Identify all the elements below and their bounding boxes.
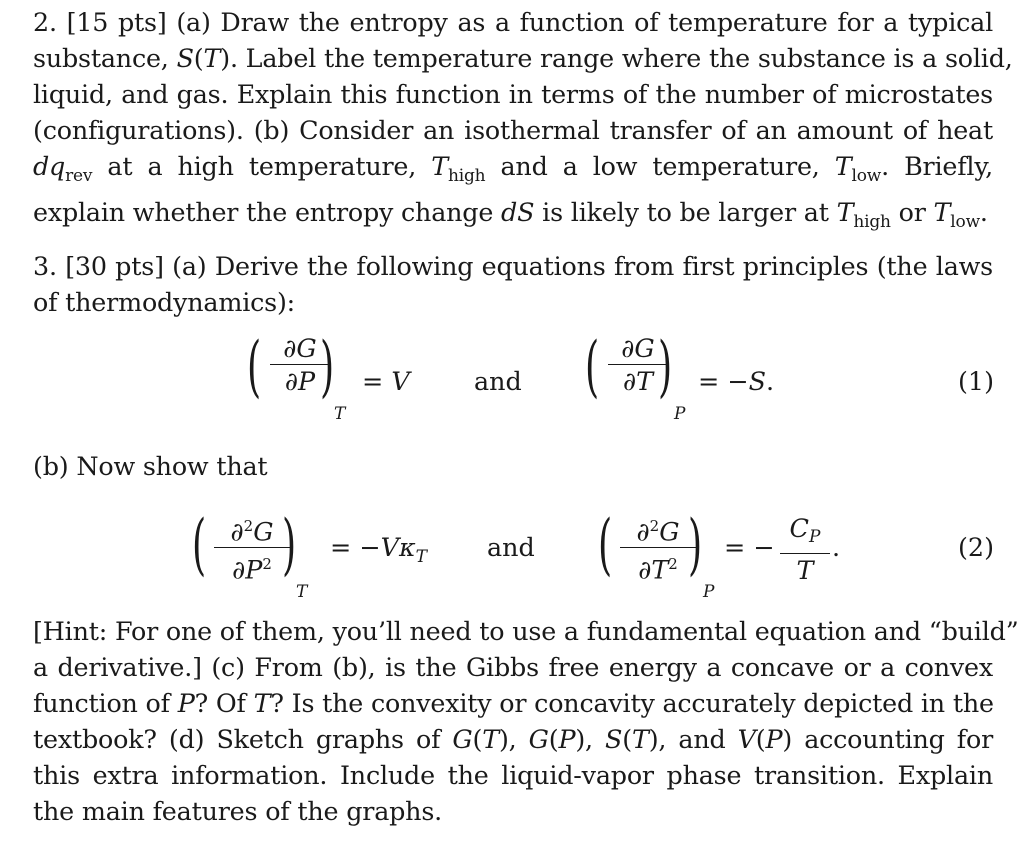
hint-line-6: the main features of the graphs.: [33, 796, 443, 826]
problem-2-line-4: (configurations). (b) Consider an isothermal transfer of an amount of heat: [33, 115, 993, 145]
hint-line-4: textbook? (d) Sketch graphs of G(T), G(P), S(T), and V(P) accounting for: [33, 724, 994, 754]
eq2-left-subscript: T: [296, 582, 308, 602]
problem-3-hint: [33, 613, 1019, 829]
eq2-and-label: and: [487, 532, 535, 562]
hint-line-5: this extra information. Include the liquid-vapor phase transition. Explain: [33, 760, 993, 790]
eq1-right-rhs: = −S.: [698, 366, 775, 396]
problem-3-intro: [33, 248, 993, 320]
problem-3-line-2: of thermodynamics):: [33, 287, 296, 317]
problem-2: [33, 4, 1013, 240]
problem-2-line-6: explain whether the entropy change dS is likely to be larger at $T_{high}$ or $T_{low}$.: [33, 197, 988, 232]
part-b-label: (b) Now show that: [33, 451, 268, 481]
eq2-right-equals: = −: [724, 532, 775, 562]
hint-line-2: a derivative.] (c) From (b), is the Gibbs free energy a concave or a convex: [33, 652, 993, 682]
hint-line-3: function of P? Of T? Is the convexity or concavity accurately depicted in the: [33, 688, 994, 718]
eq2-left-close-paren: ): [282, 506, 297, 583]
eq2-left-rhs: = $-V\kappa_T$: [330, 532, 427, 567]
eq2-left-open-paren: (: [192, 506, 207, 583]
problem-3-line-1: 3. [30 pts] (a) Derive the following equations from first principles (the laws: [33, 251, 993, 281]
hint-line-1: [Hint: For one of them, you’ll need to use a fundamental equation and “build”: [33, 616, 1019, 646]
eq1-right-subscript: P: [674, 404, 686, 424]
problem-2-line-3: liquid, and gas. Explain this function in terms of the number of microstates: [33, 79, 993, 109]
problem-3-part-b: [33, 448, 993, 484]
eq2-right-rhs-fraction: CP T: [780, 514, 830, 584]
eq1-left-open-paren: (: [247, 328, 262, 405]
equation-1-number: (1): [958, 366, 994, 396]
problem-2-line-5: $dq_{rev}$ at a high temperature, $T_{high}$ and a low temperature, $T_{low}$. Briefly,: [33, 151, 993, 186]
eq2-right-fraction: ∂$^2$G $\partial T^2$: [620, 512, 696, 584]
eq2-left-fraction: ∂$^2$G $\partial P^2$: [214, 512, 290, 584]
eq2-period: .: [832, 532, 841, 562]
equation-2-number: (2): [958, 532, 994, 562]
eq1-left-fraction: ∂G ∂P: [270, 334, 330, 395]
problem-2-line-1: 2. [15 pts] (a) Draw the entropy as a function of temperature for a typical: [33, 7, 993, 37]
eq1-left-close-paren: ): [320, 328, 335, 405]
eq1-right-close-paren: ): [658, 328, 673, 405]
eq2-right-open-paren: (: [598, 506, 613, 583]
eq1-right-open-paren: (: [585, 328, 600, 405]
eq1-right-fraction: ∂G ∂T: [608, 334, 668, 395]
eq2-right-close-paren: ): [688, 506, 703, 583]
eq2-right-subscript: P: [703, 582, 715, 602]
eq1-left-rhs: = V: [362, 366, 410, 396]
eq1-left-subscript: T: [334, 404, 346, 424]
eq1-and-label: and: [474, 366, 522, 396]
problem-2-line-2: substance, S(T). Label the temperature range where the substance is a solid,: [33, 43, 1013, 73]
